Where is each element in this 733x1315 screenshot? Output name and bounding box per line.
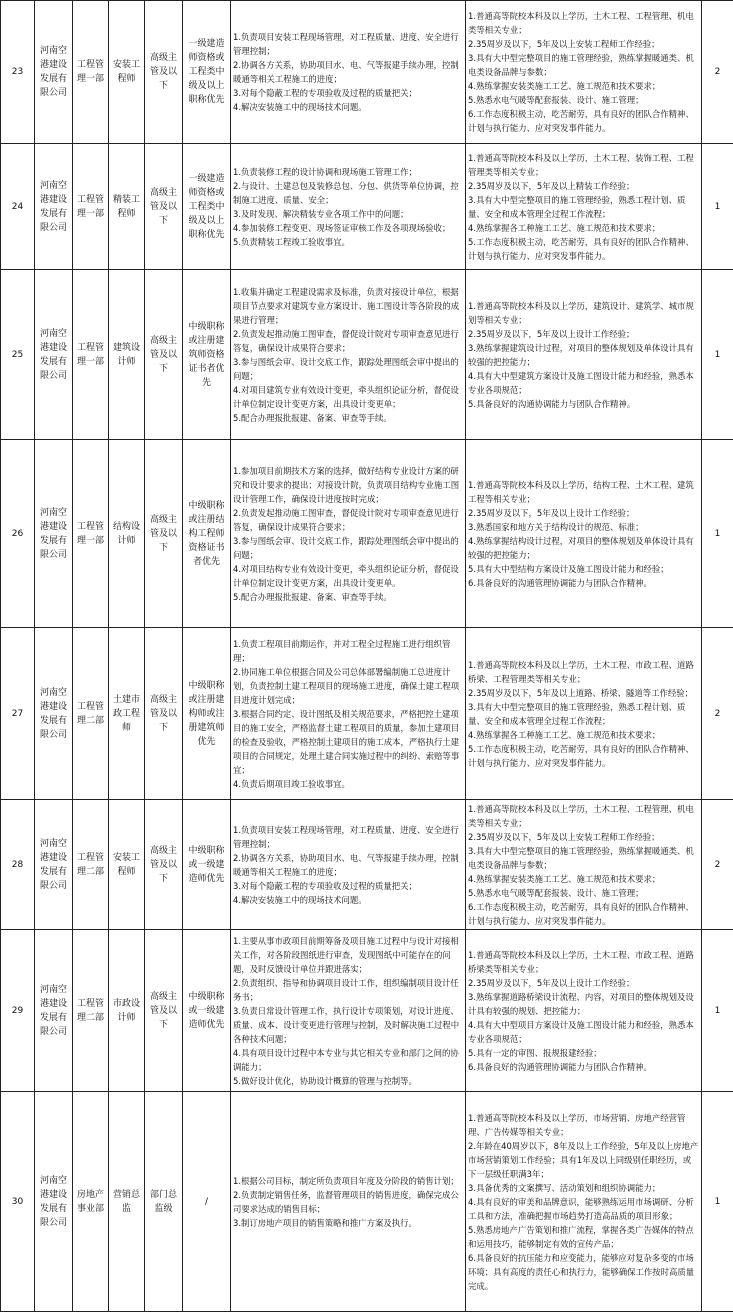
requirement-item: 2.35周岁及以下，5年及以上设计工作经验； — [468, 507, 635, 518]
position-cell: 安装工程师 — [109, 800, 145, 930]
requirement-item: 6.具备良好的沟通管理协调能力与团队合作精神。 — [468, 1061, 652, 1072]
duty-item: 3.根据合同约定、设计图纸及相关规范要求，严格把控土建项目的施工安全，严格监督土建工程项目的质量，参加土建项目的检查及验收，严格控制土建项目的施工成本，严格执行土建项目的合同规定，处理土建合同实施过程中的纠纷、索赔等事宜； — [233, 708, 460, 775]
requirement-item: 1.普通高等院校本科及以上学历，土木工程、工程管理、机电类等相关专业； — [468, 11, 694, 35]
requirement-item: 6.具备良好的抗压能力和应变能力，能够应对复杂多变的市场环境；具有高度的责任心和执行力，能够确保工作按时高质量完成。 — [468, 1252, 695, 1291]
duty-item: 1.负责项目安装工程现场管理，对工程质量、进度、安全进行管理控制； — [233, 32, 459, 56]
duty-item: 2.负责发起推动施工图审查，督促设计院对专项审查意见进行答复，确保设计成果符合要求； — [233, 328, 459, 353]
requirements-cell — [466, 800, 702, 930]
duty-item: 3.参与图纸会审、设计交底工作，跟踪处理图纸会审中提出的问题； — [233, 535, 459, 560]
requirement-item: 5.工作态度积极主动，吃苦耐劳，具有良好的团队合作精神、计划与执行能力、应对突发事件能力。 — [468, 236, 694, 261]
level-cell: 高级主管及以下 — [145, 930, 183, 1092]
requirements-cell — [466, 440, 702, 628]
position-cell: 结构设计师 — [109, 440, 145, 628]
requirement-item: 1.普通高等院校本科及以上学历，土木工程、市政工程、道路桥梁类等相关专业； — [468, 949, 694, 974]
headcount-cell: 2 — [702, 800, 733, 930]
position-cell: 安装工程师 — [109, 1, 145, 144]
row-number: 24 — [1, 144, 35, 270]
duty-item: 2.协调各方关系，协助项目水、电、气等报建手续办理，控制暖通等相关工程施工的进度； — [233, 852, 459, 877]
row-number: 30 — [1, 1092, 35, 1312]
duty-item: 3.对每个隐蔽工程的专项验收及过程的质量把关； — [233, 88, 417, 98]
requirements-cell — [466, 1092, 702, 1312]
duty-item: 1.负责装修工程的设计协调和现场施工管理工作； — [233, 166, 417, 177]
department-cell: 工程管理二部 — [73, 800, 109, 930]
level-cell: 高级主管及以下 — [145, 800, 183, 930]
certification-cell: 中级职称或注册建构师或注册建筑师优先 — [183, 628, 231, 800]
duty-item: 2.负责组织、指导和协调项目设计工作，组织编制项目设计任务书； — [233, 977, 459, 1002]
requirement-item: 5.熟悉水电气暖等配套报装、设计、施工管理； — [468, 95, 644, 105]
company-cell: 河南空港建设发展有限公司 — [35, 800, 73, 930]
certification-cell: 中级职称或一级建造师优先 — [183, 800, 231, 930]
duty-item: 2.协同施工单位根据合同及公司总体部署编制施工总进度计划，负责控制土建工程项目的现场施工进度，确保土建工程项目进度计划完成； — [233, 666, 460, 705]
duty-item: 3.负责日常设计管理工作，执行设计专项策划，对设计进度、质量、成本、设计变更进行管理与控制，及时解决施工过程中各种技术问题； — [233, 1005, 460, 1044]
requirement-item: 4.熟练掌握各工种施工工艺、施工规范和技术要求； — [468, 222, 661, 233]
level-cell: 高级主管及以下 — [145, 440, 183, 628]
requirement-item: 4.熟练掌握安装类施工工艺、施工规范和技术要求； — [468, 873, 661, 884]
duties-cell — [231, 440, 466, 628]
duty-item: 2.负责发起推动施工图审查，督促设计院对专项审查意见进行答复，确保设计成果符合要求； — [233, 507, 459, 532]
requirements-cell — [466, 1, 702, 144]
requirement-item: 2.35周岁及以下，5年及以上安装工程师工作经验； — [468, 39, 660, 49]
company-cell: 河南空港建设发展有限公司 — [35, 440, 73, 628]
requirement-item: 3.具有大中型完整项目的施工管理经验，熟练掌握暖通类、机电类设备品牌与参数； — [468, 53, 694, 77]
company-cell: 河南空港建设发展有限公司 — [35, 1092, 73, 1312]
row-number: 27 — [1, 628, 35, 800]
level-cell: 部门总监级 — [145, 1092, 183, 1312]
department-cell: 工程管理二部 — [73, 628, 109, 800]
row-number: 29 — [1, 930, 35, 1092]
requirement-item: 6.工作态度积极主动，吃苦耐劳，具有良好的团队合作精神、计划与执行能力、应对突发事件能力。 — [468, 901, 694, 926]
position-cell: 精装工程师 — [109, 144, 145, 270]
company-cell: 河南空港建设发展有限公司 — [35, 270, 73, 440]
certification-cell: 一级建造师资格或工程类中级及以上职称优先 — [183, 1, 231, 144]
position-cell: 营销总监 — [109, 1092, 145, 1312]
requirement-item: 2.35周岁及以下，5年及以上安装工程师工作经验； — [468, 831, 660, 842]
duty-item: 2.协调各方关系，协助项目水、电、气等报建手续办理，控制暖通等相关工程施工的进度； — [233, 60, 459, 84]
department-cell: 工程管理二部 — [73, 930, 109, 1092]
requirement-item: 5.具备良好的沟通协调能力与团队合作精神。 — [468, 398, 636, 409]
certification-cell: / — [183, 1092, 231, 1312]
duty-item: 1.负责项目安装工程现场管理，对工程质量、进度、安全进行管理控制； — [233, 824, 459, 849]
requirements-cell — [466, 270, 702, 440]
duty-item: 4.参加装修工程变更、现场签证审核工作及各项现场验收； — [233, 222, 451, 233]
company-cell: 河南空港建设发展有限公司 — [35, 628, 73, 800]
requirement-item: 2.35周岁及以下，5年及以上道路、桥梁、隧道等工作经验； — [468, 687, 693, 698]
requirement-item: 1.普通高等院校本科及以上学历，土木工程、装饰工程、工程管理类等相关专业； — [468, 152, 694, 177]
certification-cell: 中级职称或注册建筑师资格证书者优先 — [183, 270, 231, 440]
requirement-item: 3.熟练掌握道路桥梁设计流程、内容，对项目的整体规划及设计具有较强的规划、把控能力； — [468, 991, 694, 1016]
duties-cell — [231, 270, 466, 440]
requirement-item: 3.熟练掌握建筑设计过程，对项目的整体规划及单体设计具有较强的把控能力； — [468, 342, 694, 367]
requirement-item: 5.工作态度积极主动，吃苦耐劳，具有良好的团队合作精神、计划与执行能力、应对突发事件能力。 — [468, 743, 694, 768]
requirement-item: 3.具备优秀的文案撰写、活动策划和组织协调能力； — [468, 1182, 661, 1193]
duty-item: 3.对每个隐蔽工程的专项验收及过程的质量把关； — [233, 880, 417, 891]
duty-item: 1.主要从事市政项目前期筹备及项目施工过程中与设计对接相关工作，对各阶段图纸进行审查，发现图纸中可能存在的问题，及时反馈设计单位并跟进落实； — [233, 935, 459, 974]
headcount-cell: 2 — [702, 1, 733, 144]
requirement-item: 4.熟练掌握各工种施工工艺、施工规范和技术要求； — [468, 729, 661, 740]
requirements-cell — [466, 144, 702, 270]
duty-item: 3.制订房地产项目的销售策略和推广方案及执行。 — [233, 1217, 417, 1228]
duty-item: 4.解决安装施工中的现场技术问题。 — [233, 102, 367, 112]
duty-item: 1.收集并确定工程建设需求及标准，负责对接设计单位，根据项目节点要求对建筑专业方案设计、施工图设计等各阶段的成果进行管理； — [233, 286, 460, 325]
requirement-item: 1.普通高等院校本科及以上学历，市场营销、房地产经营管理、广告传媒等相关专业； — [468, 1112, 686, 1137]
headcount-cell: 1 — [702, 144, 733, 270]
headcount-cell: 1 — [702, 270, 733, 440]
duties-cell — [231, 1092, 466, 1312]
duty-item: 2.与设计、土建总包及装修总包、分包、供货等单位协调，控制施工进度、质量、安全； — [233, 180, 459, 205]
table-row — [1, 930, 733, 1092]
table-body — [1, 1, 733, 1312]
row-number: 26 — [1, 440, 35, 628]
requirement-item: 5.具有大中型结构方案设计及施工图设计能力和经验； — [468, 563, 669, 574]
level-cell: 高级主管及以下 — [145, 1, 183, 144]
table-row — [1, 144, 733, 270]
table-row — [1, 800, 733, 930]
duty-item: 5.负责精装工程竣工验收事宜。 — [233, 236, 350, 247]
table-row — [1, 1092, 733, 1312]
position-cell: 市政设计师 — [109, 930, 145, 1092]
requirement-item: 5.具有一定的审图、报规报建经验； — [468, 1047, 602, 1058]
duty-item: 5.做好设计优化，协助设计概算的管理与控制等。 — [233, 1075, 417, 1086]
duty-item: 4.负责后期项目竣工验收事宜。 — [233, 778, 350, 789]
duties-cell — [231, 144, 466, 270]
requirement-item: 4.熟练掌握安装类施工工艺、施工规范和技术要求； — [468, 81, 661, 91]
company-cell: 河南空港建设发展有限公司 — [35, 144, 73, 270]
requirement-item: 3.具有大中型完整项目的施工管理经验，熟悉工程计划、质量、安全和成本管理全过程工作流程； — [468, 701, 686, 726]
duties-cell — [231, 1, 466, 144]
table-row — [1, 270, 733, 440]
requirement-item: 3.具有大中型完整项目的施工管理经验，熟练掌握暖通类、机电类设备品牌与参数； — [468, 845, 694, 870]
duty-item: 4.解决安装施工中的现场技术问题。 — [233, 894, 367, 905]
position-cell: 土建市政工程师 — [109, 628, 145, 800]
requirement-item: 4.熟练掌握结构设计过程，对项目的整体规划及单体设计具有较强的把控能力； — [468, 535, 694, 560]
department-cell: 工程管理一部 — [73, 270, 109, 440]
duty-item: 4.对项目结构专业有效设计变更，牵头组织论证分析，督促设计单位制定设计变更方案，出具设计变更单。 — [233, 563, 459, 588]
requirement-item: 5.熟悉房地产广告策划和推广流程，掌握各类广告媒体的特点和运用技巧，能够制定有效的宣传产品； — [468, 1224, 694, 1249]
requirement-item: 6.具备良好的沟通管理协调能力与团队合作精神。 — [468, 577, 652, 588]
requirement-item: 3.熟悉国家和地方关于结构设计的规范、标准； — [468, 521, 644, 532]
requirement-item: 1.普通高等院校本科及以上学历，建筑设计、建筑学、城市规划等相关专业； — [468, 300, 694, 325]
row-number: 25 — [1, 270, 35, 440]
duty-item: 3.及时发现、解决精装专业各项工作中的问题； — [233, 208, 409, 219]
department-cell: 工程管理一部 — [73, 440, 109, 628]
department-cell: 房地产事业部 — [73, 1092, 109, 1312]
row-number: 28 — [1, 800, 35, 930]
certification-cell: 一级建造师资格或工程类中级及以上职称优先 — [183, 144, 231, 270]
certification-cell: 中级职称或一级建造师优先 — [183, 930, 231, 1092]
requirement-item: 4.具有大中型项目方案设计及施工图设计能力和经验，熟悉本专业各项规范； — [468, 1019, 694, 1044]
requirement-item: 6.工作态度积极主动，吃苦耐劳，具有良好的团队合作精神、计划与执行能力、应对突发事件能力。 — [468, 109, 694, 133]
requirement-item: 2.35周岁及以下，5年及以上设计工作经验； — [468, 328, 635, 339]
duty-item: 4.具有项目设计过程中本专业与其它相关专业和部门之间的协调能力； — [233, 1047, 459, 1072]
duties-cell — [231, 930, 466, 1092]
requirement-item: 1.普通高等院校本科及以上学历，土木工程、市政工程、道路桥梁、工程管理类等相关专业； — [468, 659, 694, 684]
duty-item: 4.对项目建筑专业有效设计变更，牵头组织论证分析，督促设计单位制定设计变更方案，出具设计变更单； — [233, 384, 459, 409]
requirement-item: 3.具有大中型完整项目的施工管理经验，熟悉工程计划、质量、安全和成本管理全过程工作流程； — [468, 194, 686, 219]
headcount-cell: 1 — [702, 440, 733, 628]
row-number: 23 — [1, 1, 35, 144]
duty-item: 1.参加项目前期技术方案的选择，做好结构专业设计方案的研究和设计要求的提出；对接设计院，负责项目结构专业施工图设计管理工作，确保设计进度按时完成； — [233, 465, 460, 504]
requirement-item: 4.具有良好的审美和品牌意识，能够熟练运用市场调研、分析工具和方法，准确把握市场趋势打造高品质的项目形象； — [468, 1196, 694, 1221]
certification-cell: 中级职称或注册结构工程师资格证书者优先 — [183, 440, 231, 628]
requirement-item: 2.年龄在40周岁以下，8年及以上工作经验，5年及以上房地产市场营销策划工作经验；具有1年及以上同级别任职经历，或下一层级任职满3年； — [468, 1140, 699, 1179]
table-row — [1, 628, 733, 800]
requirements-cell — [466, 628, 702, 800]
headcount-cell: 1 — [702, 930, 733, 1092]
company-cell: 河南空港建设发展有限公司 — [35, 1, 73, 144]
position-cell: 建筑设计师 — [109, 270, 145, 440]
requirement-item: 1.普通高等院校本科及以上学历，结构工程、土木工程、建筑工程等相关专业； — [468, 479, 694, 504]
duty-item: 5.配合办理报批报建、备案、审查等手续。 — [233, 412, 392, 423]
duty-item: 1.负责工程项目前期运作，并对工程全过程施工进行组织管理； — [233, 638, 451, 663]
requirement-item: 5.熟悉水电气暖等配套报装、设计、施工管理； — [468, 887, 644, 898]
level-cell: 高级主管及以下 — [145, 628, 183, 800]
requirements-cell — [466, 930, 702, 1092]
duties-cell — [231, 628, 466, 800]
company-cell: 河南空港建设发展有限公司 — [35, 930, 73, 1092]
duty-item: 3.参与图纸会审、设计交底工作，跟踪处理图纸会审中提出的问题； — [233, 356, 459, 381]
department-cell: 工程管理一部 — [73, 1, 109, 144]
requirement-item: 4.具有大中型建筑方案设计及施工图设计能力和经验，熟悉本专业各项规范； — [468, 370, 694, 395]
duty-item: 2.负责制定销售任务，监督管理项目的销售进度，确保完成公司要求达成的销售目标； — [233, 1189, 459, 1214]
requirement-item: 2.35周岁及以下，5年及以上设计工作经验； — [468, 977, 635, 988]
department-cell: 工程管理一部 — [73, 144, 109, 270]
requirement-item: 1.普通高等院校本科及以上学历，土木工程、工程管理、机电类等相关专业； — [468, 803, 694, 828]
headcount-cell: 2 — [702, 628, 733, 800]
level-cell: 高级主管及以下 — [145, 270, 183, 440]
duties-cell — [231, 800, 466, 930]
table-row — [1, 440, 733, 628]
duty-item: 1.根据公司目标，制定所负责项目年度及分阶段的销售计划； — [233, 1175, 459, 1186]
headcount-cell: 1 — [702, 1092, 733, 1312]
level-cell: 高级主管及以下 — [145, 144, 183, 270]
table-row — [1, 1, 733, 144]
duty-item: 5.配合办理报批报建、备案、审查等手续。 — [233, 591, 392, 602]
requirement-item: 2.35周岁及以下，5年及以上精装工作经验； — [468, 180, 635, 191]
